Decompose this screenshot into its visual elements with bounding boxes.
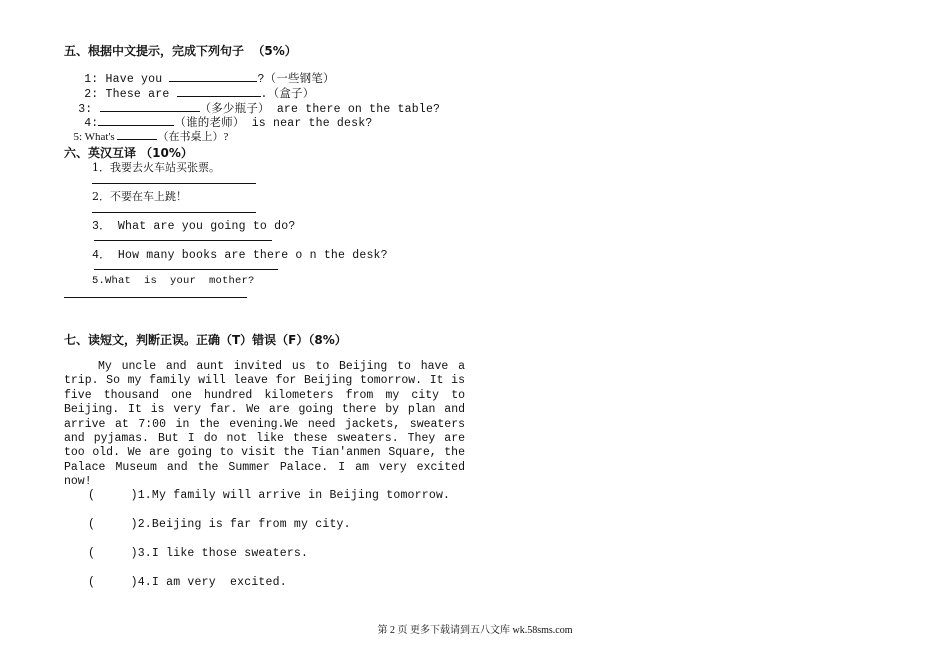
s6-answer-line-2[interactable] xyxy=(92,212,256,213)
s5-item-5-after: （在书桌上）? xyxy=(157,131,229,143)
s7-question-1[interactable]: ( )1.My family will arrive in Beijing tomorrow. xyxy=(88,489,451,502)
s6-item-2: 2．不要在车上跳！ xyxy=(92,190,187,203)
s5-item-1-after: ?（一些钢笔） xyxy=(257,73,335,86)
s5-item-2-before: These are xyxy=(105,88,170,101)
s5-item-1-num: 1: xyxy=(84,73,99,86)
section7-title: 七、读短文，判断正误。正确（T）错误（F）（8%） xyxy=(64,333,347,347)
s6-answer-line-1[interactable] xyxy=(92,183,256,184)
s5-item-2-after: .（盒子） xyxy=(260,88,315,101)
s6-item-3: 3． What are you going to do? xyxy=(92,220,296,233)
section6-title: 六、英汉互译 （10%） xyxy=(64,146,193,160)
s7-question-2[interactable]: ( )2.Beijing is far from my city. xyxy=(88,518,351,531)
s5-item-4-num: 4: xyxy=(84,117,99,130)
s6-item-5: 5.What is your mother? xyxy=(92,275,255,287)
s6-item-1: 1．我要去火车站买张票。 xyxy=(92,161,220,174)
s5-item-2-num: 2: xyxy=(84,88,99,101)
reading-passage: My uncle and aunt invited us to Beijing to have a trip. So my family will leave for Beijing tomorrow. It is five thousand one hundred kilometers from my city to Beijing. It is very far. We are going there by plan and arrive at 7:00 in the evening.We need jackets, sweaters and pyjamas. But I do not like these sweaters. They are too old. We are going to visit the Tian'anmen Square, the Palace Museum and the Summer Palace. I am very excited now! xyxy=(64,360,465,489)
section5-title: 五、根据中文提示，完成下列句子 （5%） xyxy=(64,44,297,58)
s6-item-4: 4． How many books are there o n the desk? xyxy=(92,249,388,262)
s7-question-3[interactable]: ( )3.I like those sweaters. xyxy=(88,547,309,560)
s5-item-5-num: 5: xyxy=(73,131,83,143)
s6-answer-line-5[interactable] xyxy=(64,297,247,298)
s5-item-3-after: （多少瓶子） are there on the table? xyxy=(199,103,441,116)
s7-question-4[interactable]: ( )4.I am very excited. xyxy=(88,576,287,589)
s5-item-5 xyxy=(68,116,228,144)
s5-item-3-num: 3: xyxy=(78,103,93,116)
page-footer: 第 2 页 更多下载请到五八文库 wk.58sms.com xyxy=(377,625,573,636)
s5-item-1-before: Have you xyxy=(105,73,163,86)
s6-answer-line-4[interactable] xyxy=(94,269,278,270)
s5-item-4-after: （谁的老师） is near the desk? xyxy=(174,117,373,130)
s5-item-5-blank[interactable] xyxy=(117,129,157,140)
s5-item-5-before: What's xyxy=(84,131,115,143)
s6-answer-line-3[interactable] xyxy=(94,240,272,241)
